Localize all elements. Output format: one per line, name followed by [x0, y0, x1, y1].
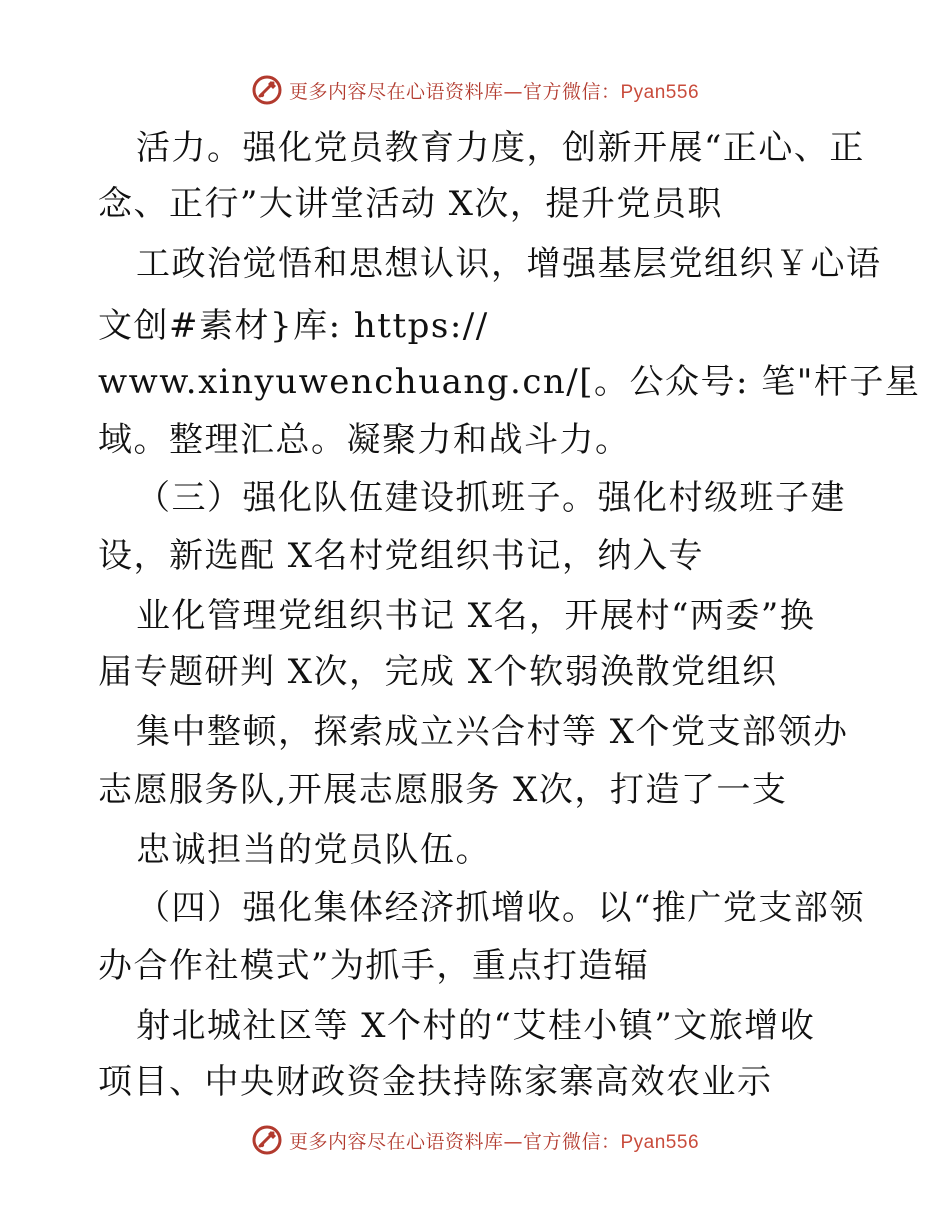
- text-line: 项目、中央财政资金扶持陈家寨高效农业示: [98, 1062, 773, 1102]
- header-watermark: [0, 70, 950, 110]
- text-line: 念、正行”大讲堂活动 X次，提升党员职: [98, 184, 723, 224]
- text-line: www.xinyuwenchuang.cn/[。公众号: 笔"杆子星: [98, 362, 921, 402]
- text-line: 志愿服务队,开展志愿服务 X次，打造了一支: [98, 770, 788, 810]
- text-line: 届专题研判 X次，完成 X个软弱涣散党组织: [98, 652, 778, 692]
- text-line: 设，新选配 X名村党组织书记，纳入专: [98, 536, 705, 576]
- text-line: 业化管理党组织书记 X名，开展村“两委”换: [136, 596, 816, 636]
- text-line: 文创#素材}库: https://: [98, 306, 489, 346]
- text-line: 忠诚担当的党员队伍。: [136, 830, 491, 870]
- watermark-label: 官方微信：: [522, 80, 621, 103]
- watermark-label: 官方微信：: [522, 1130, 621, 1153]
- footer-watermark: [0, 1120, 950, 1160]
- watermark-separator: —: [503, 1130, 523, 1153]
- text-line: 射北城社区等 X个村的“艾桂小镇”文旅增收: [136, 1006, 816, 1046]
- text-line: 活力。强化党员教育力度，创新开展“正心、正: [136, 128, 865, 168]
- text-line: 办合作社模式”为抓手，重点打造辐: [98, 946, 650, 986]
- text-line: 域。整理汇总。凝聚力和战斗力。: [98, 420, 631, 460]
- brand-logo-icon: [251, 74, 283, 106]
- brand-logo-icon: [251, 1124, 283, 1156]
- text-line: 集中整顿，探索成立兴合村等 X个党支部领办: [136, 712, 849, 752]
- watermark-separator: —: [503, 80, 523, 103]
- text-line: 工政治觉悟和思想认识，增强基层党组织￥心语: [136, 244, 882, 284]
- watermark-account: Pyan556: [620, 1131, 700, 1153]
- text-line: （四）强化集体经济抓增收。以“推广党支部领: [136, 888, 865, 928]
- watermark-account: Pyan556: [620, 81, 700, 103]
- watermark-site-text: 更多内容尽在心语资料库: [288, 80, 504, 103]
- watermark-site-text: 更多内容尽在心语资料库: [288, 1130, 504, 1153]
- text-line: （三）强化队伍建设抓班子。强化村级班子建: [136, 478, 846, 518]
